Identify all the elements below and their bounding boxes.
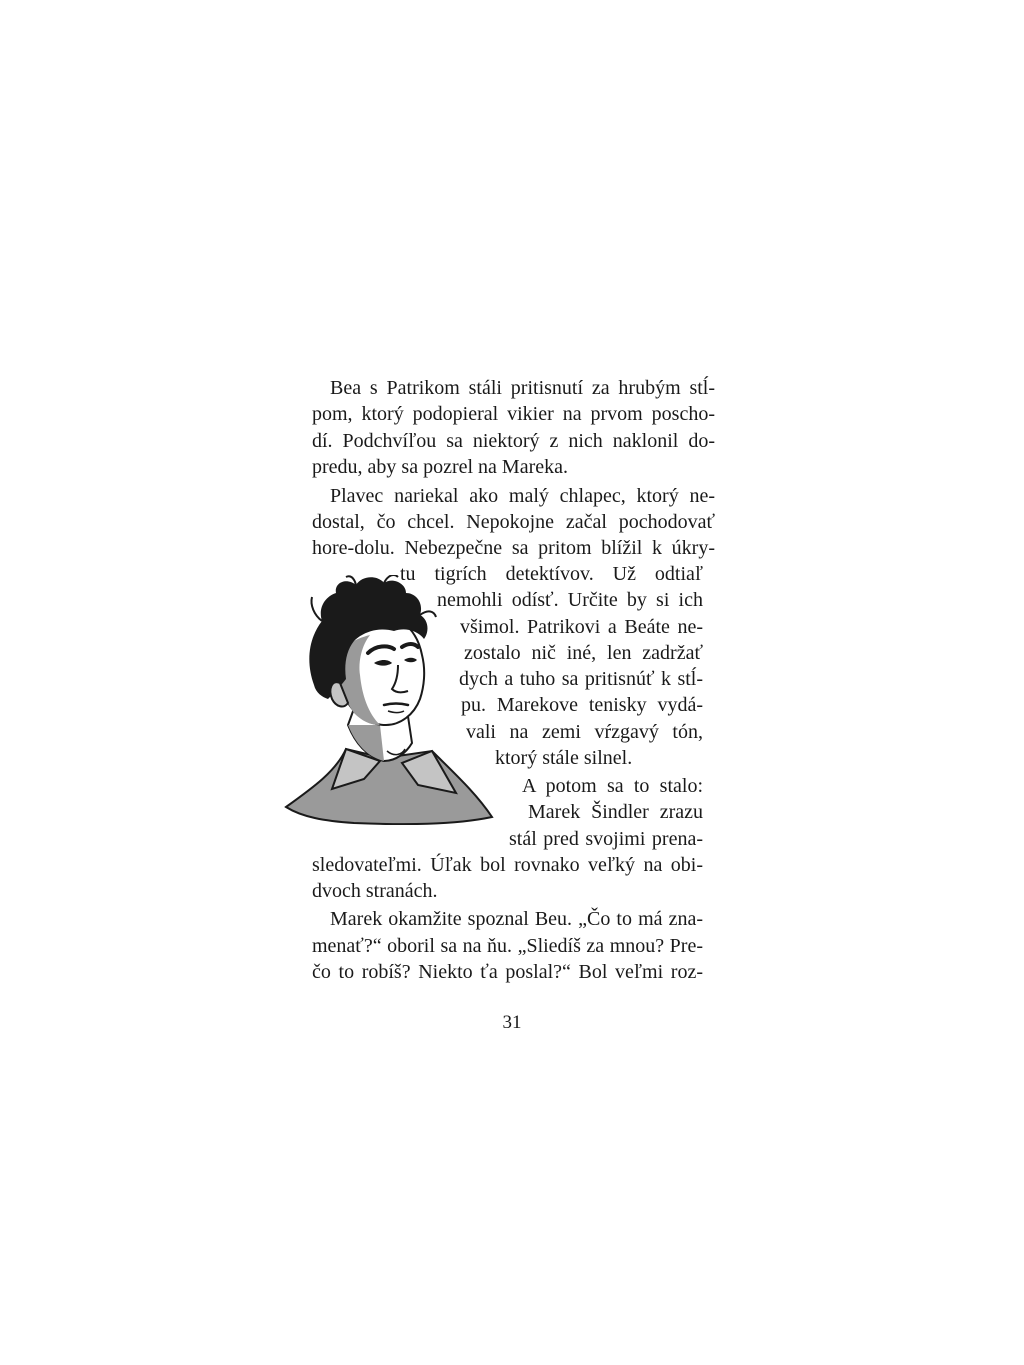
text-line: tu tigrích detektívov. Už odtiaľ	[400, 563, 703, 585]
text-line: Bea s Patrikom stáli pritisnutí za hrubým stĺ-	[330, 377, 715, 399]
text-line: všimol. Patrikovi a Beáte ne-	[460, 616, 703, 638]
text-line: A potom sa to stalo:	[522, 775, 703, 797]
text-line: hore-dolu. Nebezpečne sa pritom blížil k úkry-	[312, 537, 715, 559]
text-line: sledovateľmi. Úľak bol rovnako veľký na obi-	[312, 854, 703, 876]
text-line: predu, aby sa pozrel na Mareka.	[312, 456, 568, 478]
text-line: pu. Marekove tenisky vydá-	[461, 694, 703, 716]
text-line: Marek Šindler zrazu	[528, 801, 703, 823]
text-line: stál pred svojimi prena-	[509, 828, 703, 850]
text-line: pom, ktorý podopieral vikier na prvom poscho-	[312, 403, 715, 425]
text-line: menať?“ oboril sa na ňu. „Sliedíš za mnou? Pre-	[312, 935, 703, 957]
text-line: vali na zemi vŕzgavý tón,	[466, 721, 703, 743]
text-line: zostalo nič iné, len zadržať	[464, 642, 703, 664]
text-line: Marek okamžite spoznal Beu. „Čo to má zna-	[330, 908, 703, 930]
text-line: ktorý stále silnel.	[495, 747, 633, 769]
boy-portrait-illustration	[284, 575, 496, 825]
text-line: dí. Podchvíľou sa niektorý z nich naklonil do-	[312, 430, 715, 452]
text-line: dvoch stranách.	[312, 880, 438, 902]
text-line: Plavec nariekal ako malý chlapec, ktorý ne-	[330, 485, 715, 507]
page-number: 31	[502, 1012, 522, 1033]
text-line: dostal, čo chcel. Nepokojne začal pochodovať	[312, 511, 715, 533]
text-line: nemohli odísť. Určite by si ich	[437, 589, 703, 611]
text-line: dych a tuho sa pritisnúť k stĺ-	[459, 668, 703, 690]
text-line: čo to robíš? Niekto ťa poslal?“ Bol veľmi roz-	[312, 961, 703, 983]
